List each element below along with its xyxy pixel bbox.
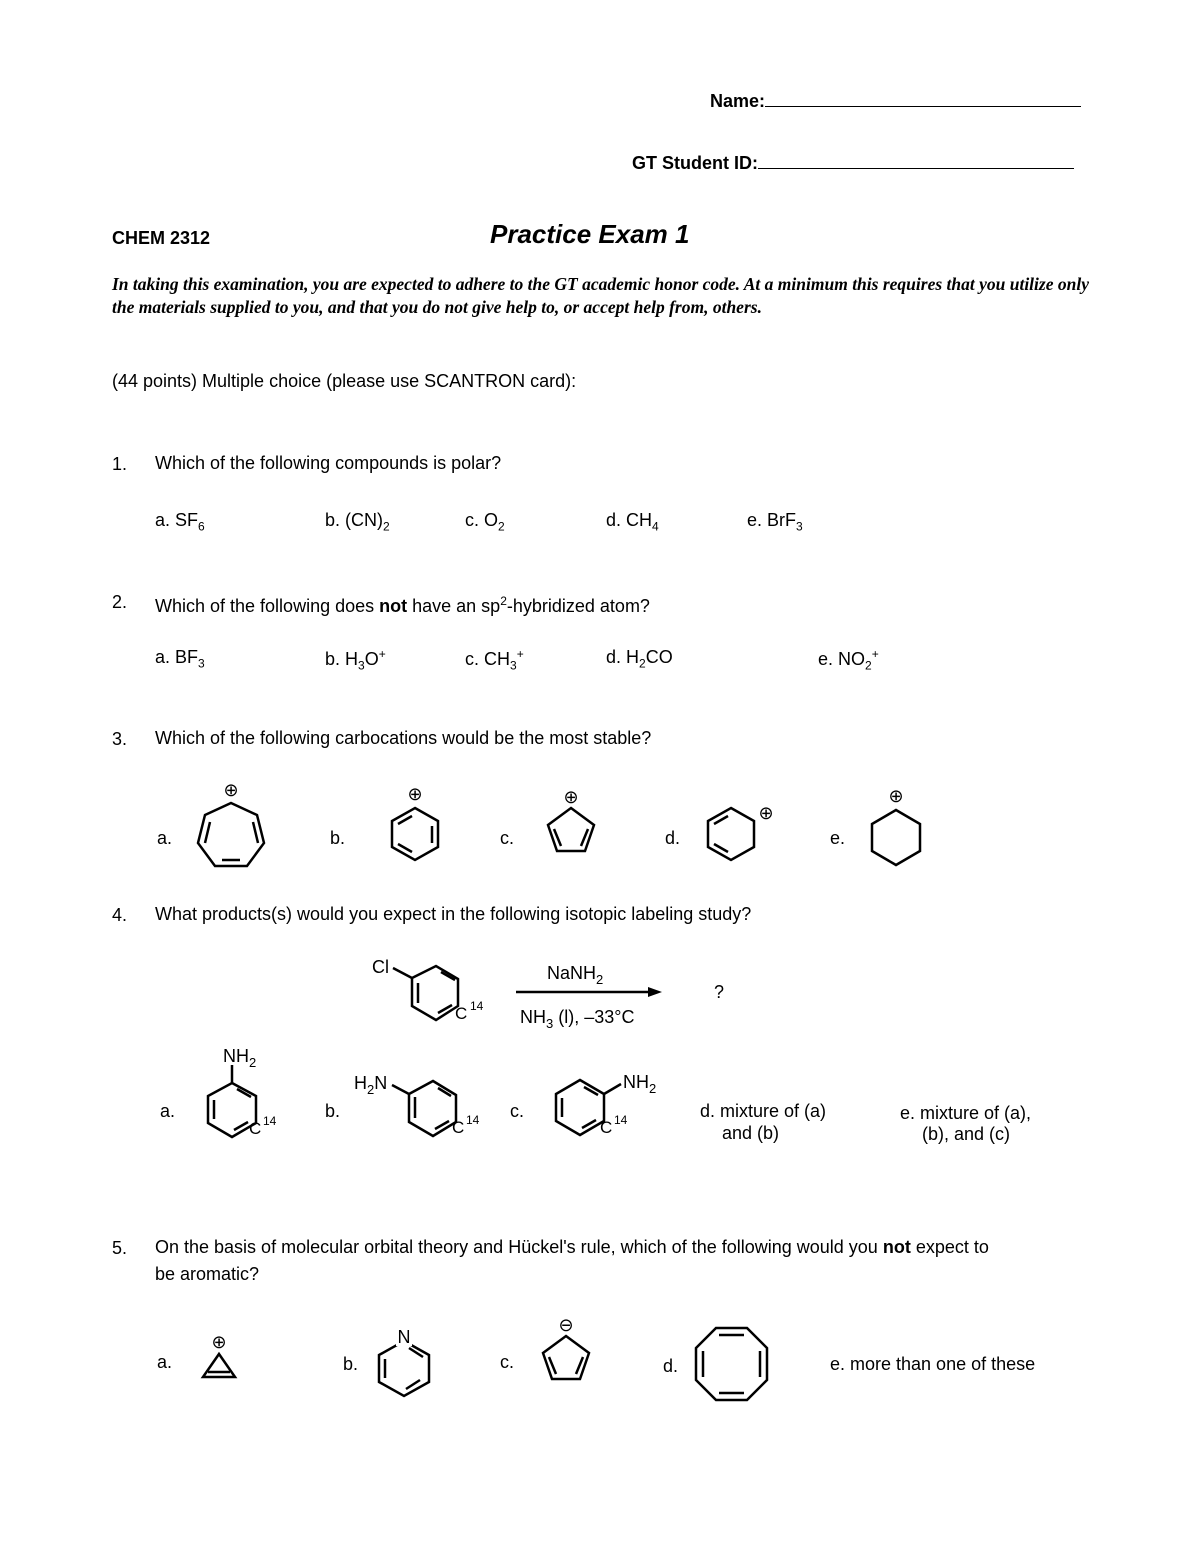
q5-a-plus-icon: ⊕ [211, 1332, 227, 1352]
q5-structure-c-cyclopentadienide [543, 1315, 589, 1379]
q4-structure-c [556, 1072, 656, 1137]
q3-structure-a-cycloheptatrienyl [198, 780, 264, 866]
q5-structure-a-cyclopropenyl [203, 1332, 235, 1377]
q2-option-b[interactable]: b. $H_3O^+$ [325, 647, 386, 673]
q3-number: 3. [112, 729, 128, 749]
q1-option-e[interactable]: e. BrF$_3$ [747, 510, 803, 534]
q4-reaction-arrow [516, 987, 662, 997]
q2-option-e[interactable]: e. $NO_2^+$ [818, 647, 879, 673]
q4-label-b[interactable]: b. [325, 1101, 341, 1121]
name-label: Name: [710, 91, 766, 111]
q5-label-a[interactable]: a. [157, 1352, 173, 1372]
q3-label-d[interactable]: d. [665, 828, 681, 848]
q3-b-plus-icon: ⊕ [407, 784, 423, 804]
q5-structure-b-pyridine [379, 1327, 429, 1396]
q4-reactant-cl-label: Cl [372, 957, 389, 977]
q3-label-e[interactable]: e. [830, 828, 846, 848]
q5-label-b[interactable]: b. [343, 1354, 359, 1374]
section-intro: (44 points) Multiple choice (please use SCANTRON card): [112, 371, 577, 391]
honor-code: In taking this examination, you are expected to adhere to the GT academic honor code. At a minimum this requires that you utilize only the materials supplied to you, and that you do not give help to, or accept help from, others. [112, 274, 1089, 317]
q4-a-nh2: $NH_2$ [223, 1046, 257, 1070]
q3-structure-d-cyclohexadienyl [708, 803, 774, 860]
q4-b-h2n: $H_2N$ [354, 1073, 388, 1097]
q4-reactant-chlorobenzene [372, 957, 484, 1023]
q5-number: 5. [112, 1238, 128, 1258]
q3-c-plus-icon: ⊕ [563, 787, 579, 807]
q1-option-b[interactable]: b. $(CN)_2$ [325, 510, 390, 534]
q3-label-a[interactable]: a. [157, 828, 173, 848]
q3-label-b[interactable]: b. [330, 828, 346, 848]
q4-option-d-line2[interactable]: and (b) [722, 1123, 780, 1143]
q4-reactant-c14-c: C [455, 1004, 468, 1023]
q3-d-plus-icon: ⊕ [758, 803, 774, 823]
page-title: Practice Exam 1 [490, 219, 690, 249]
q4-label-a[interactable]: a. [160, 1101, 176, 1121]
q3-a-plus-icon: ⊕ [223, 780, 239, 800]
course-code: CHEM 2312 [112, 228, 211, 248]
q5-label-d[interactable]: d. [663, 1356, 679, 1376]
q2-option-d[interactable]: d. $H_2CO$ [606, 647, 673, 671]
q5-c-minus-icon: ⊖ [558, 1315, 574, 1335]
q1-option-a[interactable]: a. $SF_6$ [155, 510, 205, 534]
q2-option-a[interactable]: a. $BF_3$ [155, 647, 205, 671]
q5-text: On the basis of molecular orbital theory and Hückel's rule, which of the following would you not expect to be aromatic? [155, 1237, 989, 1284]
q4-option-e-line1[interactable]: e. mixture of (a), [900, 1103, 1032, 1123]
q4-b-c14-c: C [452, 1118, 465, 1137]
q5-option-e[interactable]: e. more than one of these [830, 1354, 1036, 1374]
q4-product-question: ? [714, 982, 725, 1002]
q4-structure-a [208, 1046, 277, 1138]
q4-text: What products(s) would you expect in the following isotopic labeling study? [155, 904, 752, 924]
q5-label-c[interactable]: c. [500, 1352, 515, 1372]
q1-option-c[interactable]: c. $O_2$ [465, 510, 505, 534]
q1-text: Which of the following compounds is polar? [155, 453, 502, 473]
q4-reagent-bottom: $NH_3$ (l), –33°C [520, 1007, 635, 1031]
q2-option-c[interactable]: c. $CH_3^+$ [465, 647, 524, 673]
q3-structure-e-cyclohexyl [872, 786, 920, 865]
q4-reactant-c14-mass: 14 [470, 999, 484, 1013]
q4-c-c14-c: C [600, 1118, 613, 1137]
q1-number: 1. [112, 454, 128, 474]
q3-text: Which of the following carbocations would be the most stable? [155, 728, 652, 748]
q3-structure-b-ring [392, 784, 438, 860]
q4-b-c14-mass: 14 [466, 1113, 480, 1127]
student-id-label: GT Student ID: [632, 153, 758, 173]
q4-c-nh2: $NH_2$ [623, 1072, 657, 1096]
q4-number: 4. [112, 905, 128, 925]
q4-a-c14-c: C [249, 1119, 262, 1138]
q3-label-c[interactable]: c. [500, 828, 515, 848]
q2-number: 2. [112, 592, 128, 612]
q5-structure-d-cyclooctatetraene [696, 1328, 767, 1400]
q3-structure-c-cyclopentadienyl [548, 787, 594, 851]
q1-option-d[interactable]: d. $CH_4$ [606, 510, 659, 534]
q4-reagent-top: NaNH$_2$ [547, 963, 604, 987]
q4-label-c[interactable]: c. [510, 1101, 525, 1121]
q5-b-n-atom: N [397, 1327, 411, 1347]
q4-a-c14-mass: 14 [263, 1114, 277, 1128]
q4-c-c14-mass: 14 [614, 1113, 628, 1127]
q4-option-e-line2[interactable]: (b), and (c) [922, 1124, 1011, 1144]
q2-text: Which of the following does not have an $sp^2$-hybridized atom? [155, 594, 650, 616]
q4-option-d-line1[interactable]: d. mixture of (a) [700, 1101, 827, 1121]
q4-structure-b [354, 1073, 480, 1137]
q3-e-plus-icon: ⊕ [888, 786, 904, 806]
